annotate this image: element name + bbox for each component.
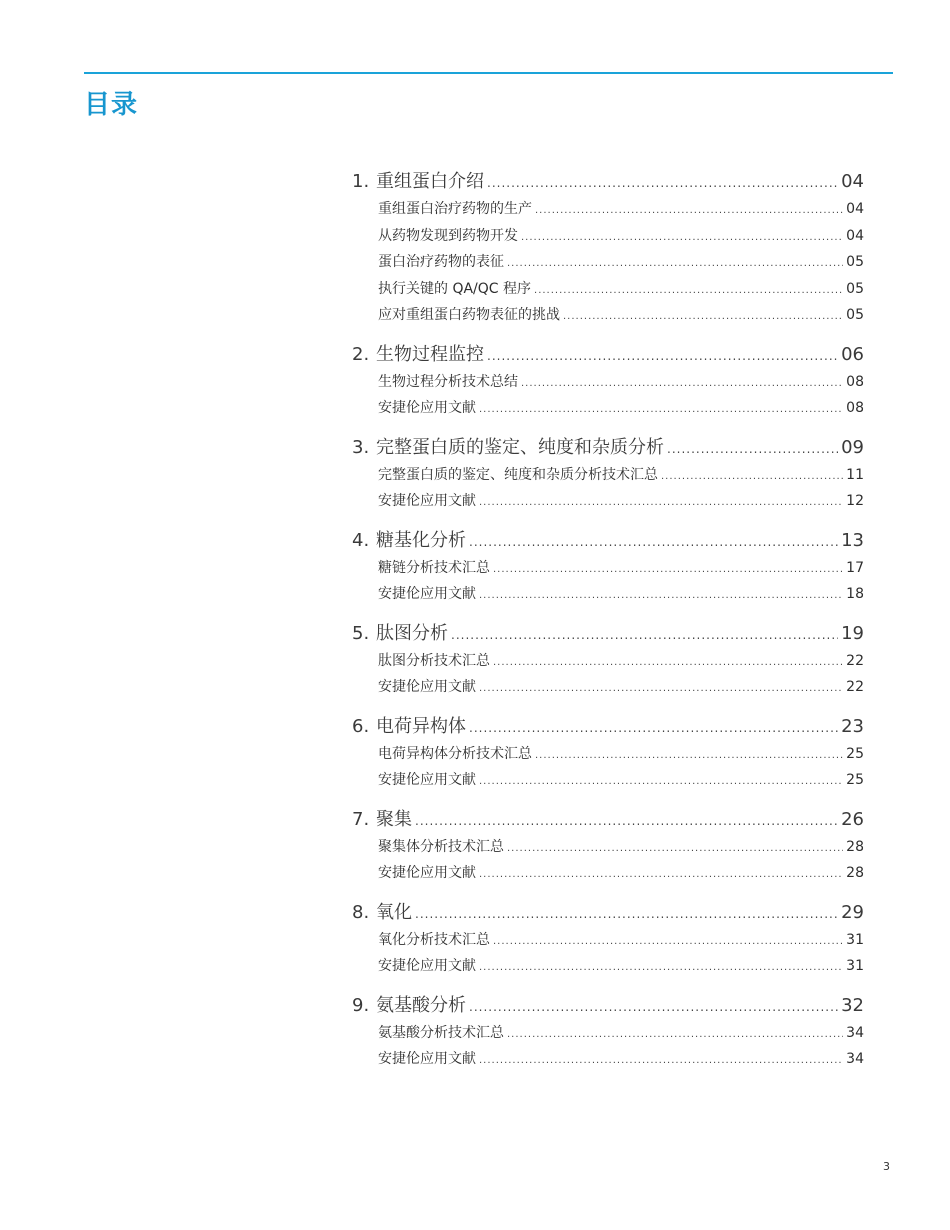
toc-subsection-page: 08	[846, 400, 864, 416]
toc-chapter-title: 氧化	[376, 901, 412, 923]
dot-leader	[479, 1048, 843, 1073]
toc-subsection-page: 22	[846, 652, 864, 669]
toc-chapter-title: 电荷异构体	[376, 715, 466, 737]
toc-subsection-entry[interactable]	[352, 555, 864, 582]
dot-leader	[479, 676, 843, 701]
toc-section	[352, 806, 864, 887]
dot-leader	[534, 278, 843, 303]
toc-subsection-title: 安捷伦应用文献	[378, 493, 476, 509]
toc-subsection-entry[interactable]	[352, 674, 864, 701]
toc-subsection-entry[interactable]	[352, 1046, 864, 1073]
toc-subsection-page: 17	[846, 559, 864, 576]
dot-leader	[415, 900, 838, 927]
dot-leader	[521, 371, 843, 396]
toc-chapter-entry[interactable]	[352, 992, 864, 1020]
toc-subsection-page: 25	[846, 772, 864, 788]
dot-leader	[493, 650, 843, 675]
toc-subsection-title: 聚集体分析技术汇总	[378, 838, 504, 855]
dot-leader	[479, 490, 843, 515]
toc-subsection-page: 05	[846, 307, 864, 323]
toc-subsection-page: 22	[846, 679, 864, 695]
toc-subsection-page: 05	[846, 280, 864, 297]
toc-subsection-page: 31	[846, 958, 864, 974]
dot-leader	[493, 929, 843, 954]
toc-chapter-entry[interactable]	[352, 806, 864, 834]
toc-chapter-label	[352, 620, 448, 648]
toc-chapter-label	[352, 168, 484, 196]
toc-chapter-entry[interactable]	[352, 341, 864, 369]
toc-subsection-page: 28	[846, 865, 864, 881]
toc-subsection-title: 安捷伦应用文献	[378, 679, 476, 695]
toc-chapter-page: 26	[841, 808, 864, 830]
toc-subsection-page: 11	[846, 466, 864, 483]
toc-subsection-title: 安捷伦应用文献	[378, 772, 476, 788]
toc-chapter-entry[interactable]	[352, 527, 864, 555]
toc-chapter-title: 糖基化分析	[376, 529, 466, 551]
toc-subsection-title: 应对重组蛋白药物表征的挑战	[378, 307, 560, 323]
toc-subsection-entry[interactable]	[352, 488, 864, 515]
toc-subsection-entry[interactable]	[352, 860, 864, 887]
toc-section	[352, 992, 864, 1073]
dot-leader	[479, 955, 843, 980]
toc-chapter-label	[352, 992, 466, 1020]
toc-subsection-page: 18	[846, 586, 864, 602]
toc-subsection-page: 34	[846, 1024, 864, 1041]
toc-chapter-page: 19	[841, 622, 864, 644]
toc-subsection-title: 完整蛋白质的鉴定、纯度和杂质分析技术汇总	[378, 466, 658, 483]
toc-subsection-entry[interactable]	[352, 249, 864, 276]
dot-leader	[415, 807, 838, 834]
toc-section	[352, 899, 864, 980]
toc-chapter-page: 23	[841, 715, 864, 737]
toc-subsection-page: 31	[846, 931, 864, 948]
toc-section	[352, 434, 864, 515]
page-number: 3	[883, 1160, 890, 1173]
toc-chapter-page: 09	[841, 436, 864, 458]
toc-subsection-page: 04	[846, 201, 864, 217]
toc-subsection-page: 04	[846, 227, 864, 244]
toc-subsection-page: 34	[846, 1051, 864, 1067]
toc-subsection-entry[interactable]	[352, 581, 864, 608]
toc-subsection-title: 从药物发现到药物开发	[378, 227, 518, 244]
toc-subsection-title: 重组蛋白治疗药物的生产	[378, 201, 532, 217]
toc-subsection-title: 安捷伦应用文献	[378, 958, 476, 974]
toc-subsection-title: 肽图分析技术汇总	[378, 652, 490, 669]
toc-subsection-entry[interactable]	[352, 648, 864, 675]
toc-chapter-label	[352, 899, 412, 927]
toc-chapter-label	[352, 341, 484, 369]
toc-subsection-title: 糖链分析技术汇总	[378, 559, 490, 576]
toc-chapter-number: 2.	[352, 343, 370, 365]
toc-chapter-number: 9.	[352, 994, 370, 1016]
toc-section	[352, 527, 864, 608]
toc-chapter-entry[interactable]	[352, 620, 864, 648]
header-rule	[84, 72, 893, 74]
toc-subsection-entry[interactable]	[352, 767, 864, 794]
toc-chapter-title: 生物过程监控	[376, 343, 484, 365]
dot-leader	[479, 583, 843, 608]
dot-leader	[469, 993, 838, 1020]
toc-subsection-entry[interactable]	[352, 276, 864, 303]
dot-leader	[661, 464, 843, 489]
toc-chapter-page: 04	[841, 171, 864, 192]
dot-leader	[535, 743, 843, 768]
toc-chapter-number: 6.	[352, 715, 370, 737]
toc-subsection-entry[interactable]	[352, 196, 864, 223]
toc-chapter-label	[352, 434, 664, 462]
toc-subsection-entry[interactable]	[352, 927, 864, 954]
table-of-contents	[352, 168, 864, 1085]
toc-subsection-page: 25	[846, 745, 864, 762]
toc-chapter-title: 完整蛋白质的鉴定、纯度和杂质分析	[376, 436, 664, 458]
toc-subsection-entry[interactable]	[352, 395, 864, 422]
toc-subsection-title: 安捷伦应用文献	[378, 586, 476, 602]
toc-subsection-page: 28	[846, 838, 864, 855]
toc-section	[352, 168, 864, 329]
dot-leader	[563, 304, 843, 329]
dot-leader	[479, 862, 843, 887]
dot-leader	[479, 397, 843, 422]
toc-subsection-entry[interactable]	[352, 302, 864, 329]
dot-leader	[487, 342, 838, 369]
dot-leader	[479, 769, 843, 794]
toc-chapter-page: 32	[841, 994, 864, 1016]
toc-subsection-entry[interactable]	[352, 741, 864, 768]
toc-chapter-number: 3.	[352, 436, 370, 458]
toc-chapter-page: 06	[841, 343, 864, 365]
toc-chapter-number: 7.	[352, 808, 370, 830]
toc-section	[352, 620, 864, 701]
toc-subsection-page: 05	[846, 254, 864, 270]
toc-subsection-title: 氧化分析技术汇总	[378, 931, 490, 948]
dot-leader	[507, 251, 843, 276]
dot-leader	[507, 836, 843, 861]
toc-section	[352, 341, 864, 422]
toc-chapter-entry[interactable]	[352, 713, 864, 741]
toc-chapter-entry[interactable]	[352, 168, 864, 196]
toc-subsection-page: 08	[846, 373, 864, 390]
toc-chapter-page: 13	[841, 529, 864, 551]
toc-subsection-entry[interactable]	[352, 369, 864, 396]
dot-leader	[507, 1022, 843, 1047]
dot-leader	[469, 714, 838, 741]
toc-chapter-title: 氨基酸分析	[376, 994, 466, 1016]
toc-chapter-number: 8.	[352, 901, 370, 923]
toc-chapter-label	[352, 713, 466, 741]
toc-chapter-label	[352, 806, 412, 834]
toc-subsection-title: 电荷异构体分析技术汇总	[378, 745, 532, 762]
toc-subsection-page: 12	[846, 493, 864, 509]
toc-subsection-entry[interactable]	[352, 223, 864, 250]
toc-subsection-title: 生物过程分析技术总结	[378, 373, 518, 390]
dot-leader	[487, 169, 838, 196]
toc-section	[352, 713, 864, 794]
dot-leader	[535, 198, 843, 223]
dot-leader	[451, 621, 838, 648]
dot-leader	[521, 225, 843, 250]
dot-leader	[493, 557, 843, 582]
toc-chapter-number: 4.	[352, 529, 370, 551]
toc-subsection-title: 氨基酸分析技术汇总	[378, 1024, 504, 1041]
toc-subsection-entry[interactable]	[352, 834, 864, 861]
toc-chapter-title: 聚集	[376, 808, 412, 830]
toc-chapter-page: 29	[841, 901, 864, 923]
toc-subsection-title: 安捷伦应用文献	[378, 865, 476, 881]
toc-chapter-title: 肽图分析	[376, 622, 448, 644]
toc-chapter-number: 5.	[352, 622, 370, 644]
toc-chapter-entry[interactable]	[352, 899, 864, 927]
dot-leader	[667, 435, 838, 462]
toc-chapter-entry[interactable]	[352, 434, 864, 462]
toc-subsection-entry[interactable]	[352, 462, 864, 489]
toc-subsection-title: 安捷伦应用文献	[378, 400, 476, 416]
toc-chapter-label	[352, 527, 466, 555]
toc-chapter-number: 1.	[352, 171, 370, 192]
toc-subsection-title: 执行关键的 QA/QC 程序	[378, 280, 532, 297]
toc-subsection-entry[interactable]	[352, 953, 864, 980]
toc-subsection-title: 蛋白治疗药物的表征	[378, 254, 504, 270]
toc-subsection-entry[interactable]	[352, 1020, 864, 1047]
toc-chapter-title: 重组蛋白介绍	[376, 171, 484, 192]
dot-leader	[469, 528, 838, 555]
page-title: 目录	[84, 90, 139, 120]
toc-subsection-title: 安捷伦应用文献	[378, 1051, 476, 1067]
